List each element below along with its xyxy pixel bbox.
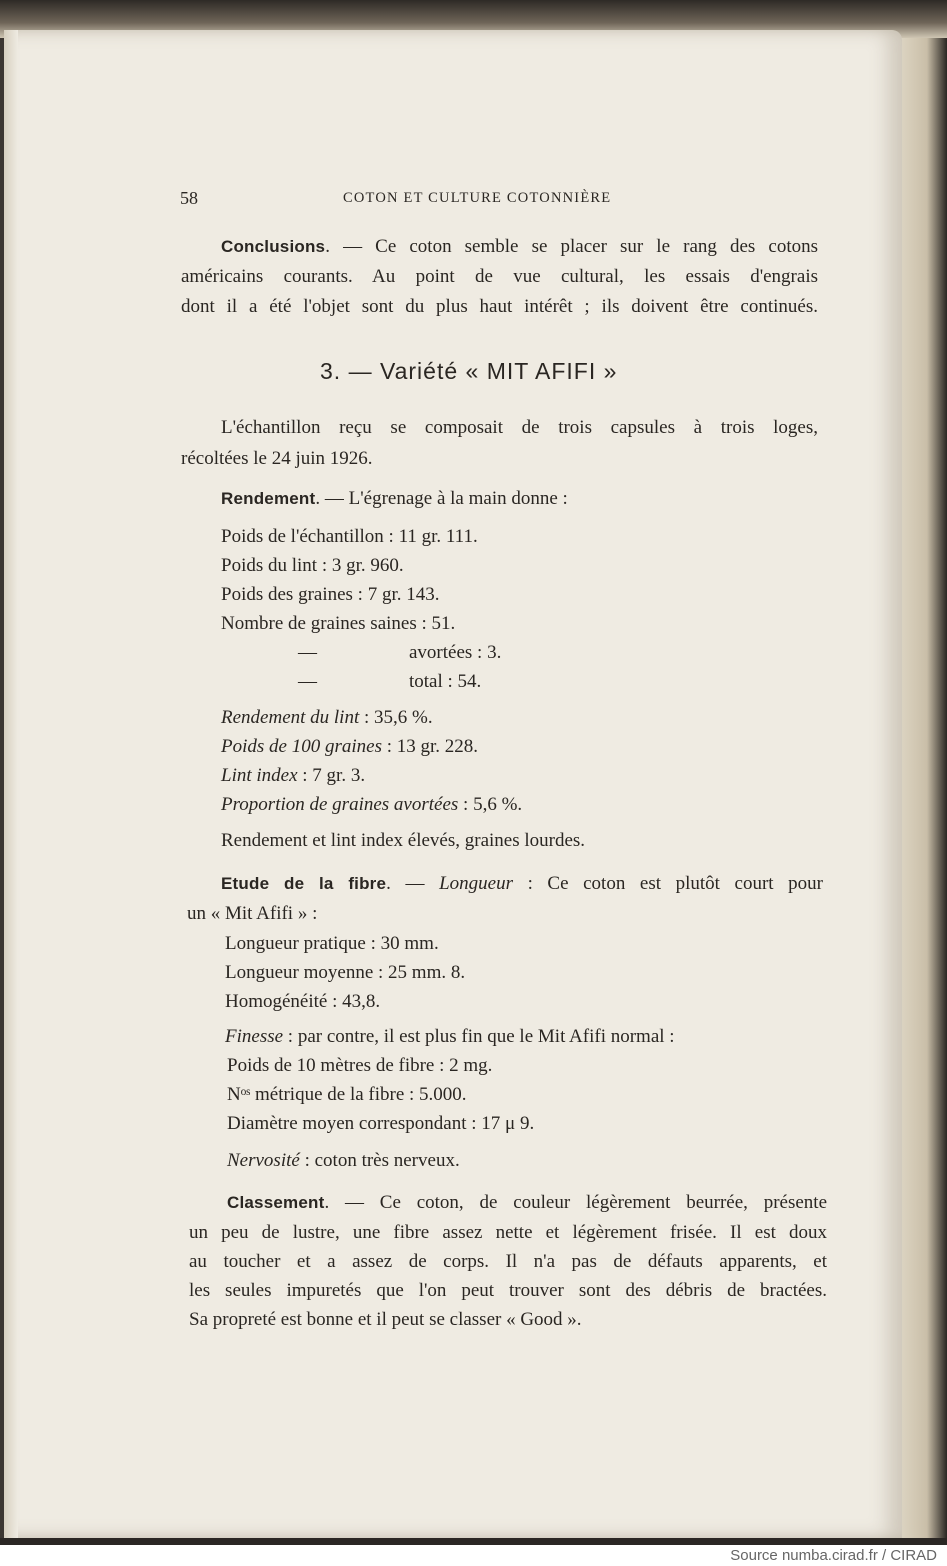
ratio-lint-index: Lint index : 7 gr. 3. xyxy=(221,765,366,786)
rendement-item-3: Poids des graines : 7 gr. 143. xyxy=(221,584,440,605)
finesse-line: Finesse : par contre, il est plus fin que le Mit Afifi normal : xyxy=(225,1026,675,1047)
finesse-item-1: Poids de 10 mètres de fibre : 2 mg. xyxy=(227,1055,493,1076)
fibre-label: Etude de la fibre xyxy=(221,874,387,893)
classement-line-3: au toucher et a assez de corps. Il n'a pas de défauts apparents, et xyxy=(189,1251,827,1272)
classement-line-5: Sa propreté est bonne et il peut se classer « Good ». xyxy=(189,1309,582,1330)
ratio-poids-100-graines: Poids de 100 graines : 13 gr. 228. xyxy=(221,736,479,757)
rendement-item-2: Poids du lint : 3 gr. 960. xyxy=(221,555,404,576)
fibre-item-1: Longueur pratique : 30 mm. xyxy=(225,933,439,954)
classement-line-2: un peu de lustre, une fibre assez nette et légèrement frisée. Il est doux xyxy=(189,1222,827,1243)
rendement-summary: Rendement et lint index élevés, graines lourdes. xyxy=(221,830,586,851)
fibre-line-1: Etude de la fibre. — Longueur : Ce coton est plutôt court pour xyxy=(221,873,823,894)
intro-line-1: L'échantillon reçu se composait de trois capsules à trois loges, xyxy=(221,417,818,438)
finesse-item-3: Diamètre moyen correspondant : 17 μ 9. xyxy=(227,1113,535,1134)
finesse-item-2: Nᵒˢ métrique de la fibre : 5.000. xyxy=(227,1084,467,1105)
scan-bottom-edge xyxy=(0,1538,947,1545)
page-number: 58 xyxy=(180,188,198,208)
conclusions-line-3: dont il a été l'objet sont du plus haut intérêt ; ils doivent être continués. xyxy=(181,296,818,317)
page-gutter xyxy=(4,30,18,1538)
fibre-line-2: un « Mit Afifi » : xyxy=(187,903,318,924)
ratio-proportion-avortees: Proportion de graines avortées : 5,6 %. xyxy=(221,794,523,815)
rendement-label: Rendement xyxy=(221,489,316,508)
rendement-lead: Rendement. — L'égrenage à la main donne : xyxy=(221,488,568,509)
classement-line-1: Classement. — Ce coton, de couleur légèrement beurrée, présente xyxy=(227,1192,827,1213)
rendement-item-4: Nombre de graines saines : 51. xyxy=(221,613,456,634)
nervosite-line: Nervosité : coton très nerveux. xyxy=(227,1150,460,1171)
conclusions-label: Conclusions xyxy=(221,237,326,256)
rendement-dash-1: — xyxy=(298,642,317,663)
section-title: 3. — Variété « MIT AFIFI » xyxy=(320,358,618,384)
running-title: COTON ET CULTURE COTONNIÈRE xyxy=(343,190,612,206)
classement-line-4: les seules impuretés que l'on peut trouver sont des débris de bractées. xyxy=(189,1280,827,1301)
ratio-rendement-lint: Rendement du lint : 35,6 %. xyxy=(221,707,433,728)
classement-label: Classement xyxy=(227,1193,325,1212)
conclusions-line-1: Conclusions. — Ce coton semble se placer sur le rang des cotons xyxy=(221,236,818,257)
fibre-item-3: Homogénéité : 43,8. xyxy=(225,991,381,1012)
rendement-item-1: Poids de l'échantillon : 11 gr. 111. xyxy=(221,526,478,547)
source-credit: Source numba.cirad.fr / CIRAD xyxy=(730,1547,937,1564)
rendement-total: total : 54. xyxy=(409,671,482,692)
rendement-avortees: avortées : 3. xyxy=(409,642,502,663)
rendement-dash-2: — xyxy=(298,671,317,692)
fibre-item-2: Longueur moyenne : 25 mm. 8. xyxy=(225,962,466,983)
intro-line-2: récoltées le 24 juin 1926. xyxy=(181,448,373,469)
conclusions-line-2: américains courants. Au point de vue cultural, les essais d'engrais xyxy=(181,266,818,287)
